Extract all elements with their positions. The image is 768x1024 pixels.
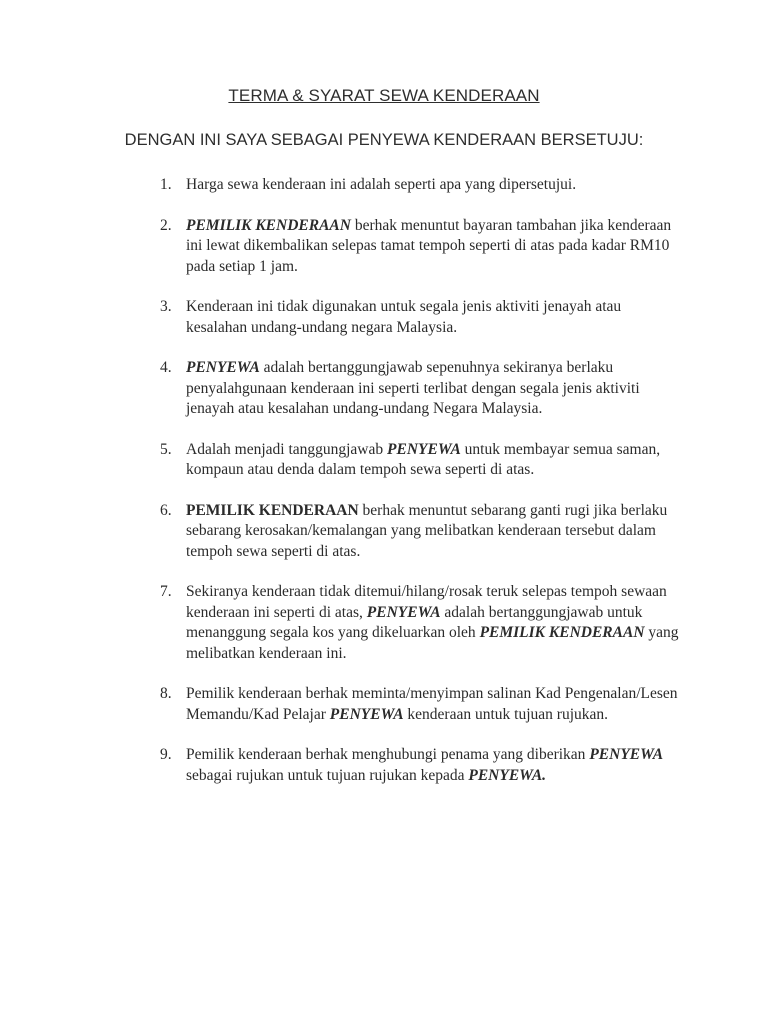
term-number: 4. <box>160 359 172 376</box>
terms-list <box>160 175 680 806</box>
list-item <box>160 440 680 481</box>
term-emphasis: PENYEWA <box>329 705 404 723</box>
term-number: 1. <box>160 176 172 193</box>
term-number: 9. <box>160 746 172 763</box>
list-item <box>160 684 680 725</box>
term-text-segment: Kenderaan ini tidak digunakan untuk segala jenis aktiviti jenayah atau kesalahan undang-undang negara Malaysia. <box>186 298 622 336</box>
term-text <box>186 502 667 560</box>
list-item <box>160 501 680 563</box>
term-emphasis: PENYEWA <box>589 746 664 763</box>
term-number: 6. <box>160 501 172 519</box>
term-text-segment: yang melibatkan kenderaan ini. <box>186 624 679 662</box>
term-number: 7. <box>160 583 172 600</box>
term-text-segment: adalah bertanggungjawab untuk menanggung segala kos yang dikeluarkan oleh <box>186 603 643 641</box>
term-number: 2. <box>160 216 172 234</box>
term-number: 5. <box>160 440 172 458</box>
term-text-segment: berhak menuntut sebarang ganti rugi jika berlaku sebarang kerosakan/kemalangan yang melibatkan kenderaan tersebut dalam tempoh sewa seperti di atas. <box>186 501 668 560</box>
document-subtitle: DENGAN INI SAYA SEBAGAI PENYEWA KENDERAAN BERSETUJU: <box>124 131 644 149</box>
term-number: 3. <box>160 298 172 315</box>
term-text <box>186 298 621 336</box>
term-text-segment: kenderaan untuk tujuan rujukan. <box>403 705 608 723</box>
term-text-segment: Pemilik kenderaan berhak menghubungi penama yang diberikan <box>186 746 590 763</box>
term-text-segment: sebagai rujukan untuk tujuan rujukan kepada <box>186 766 469 784</box>
list-item <box>160 216 680 278</box>
list-item <box>160 175 680 196</box>
term-number: 8. <box>160 685 172 702</box>
term-text <box>186 176 576 193</box>
list-item <box>160 297 680 338</box>
term-emphasis: PENYEWA <box>186 359 260 376</box>
document-title: TERMA & SYARAT SEWA KENDERAAN <box>228 86 540 105</box>
list-item <box>160 745 680 786</box>
term-text <box>186 685 678 723</box>
term-emphasis: PENYEWA <box>366 603 441 621</box>
term-emphasis: PENYEWA. <box>468 766 547 784</box>
term-emphasis: PEMILIK KENDERAAN <box>186 501 359 519</box>
term-text <box>186 583 679 662</box>
term-text-segment: Sekiranya kenderaan tidak ditemui/hilang/rosak teruk selepas tempoh sewaan kenderaan ini seperti di atas, <box>186 583 667 621</box>
term-emphasis: PENYEWA <box>387 440 461 458</box>
list-item <box>160 358 680 420</box>
term-text-segment: untuk membayar semua saman, kompaun atau denda dalam tempoh sewa seperti di atas. <box>186 440 661 478</box>
term-text <box>186 217 671 275</box>
term-text-segment: adalah bertanggungjawab sepenuhnya sekiranya berlaku penyalahgunaan kenderaan ini seperti terlibat dengan segala jenis aktiviti jenayah atau kesalahan undang-undang Negara Malaysia. <box>186 359 640 417</box>
term-text-segment: Harga sewa kenderaan ini adalah seperti apa yang dipersetujui. <box>186 176 577 193</box>
term-emphasis: PEMILIK KENDERAAN <box>186 216 351 234</box>
term-text-segment: berhak menuntut bayaran tambahan jika kenderaan ini lewat dikembalikan selepas tamat tempoh seperti di atas pada kadar RM10 pada setiap 1 jam. <box>186 216 672 275</box>
list-item <box>160 582 680 664</box>
term-emphasis: PEMILIK KENDERAAN <box>479 624 645 641</box>
term-text <box>186 746 663 784</box>
term-text <box>186 441 660 479</box>
term-text-segment: Adalah menjadi tanggungjawab <box>186 440 388 458</box>
term-text-segment: Pemilik kenderaan berhak meminta/menyimpan salinan Kad Pengenalan/Lesen Memandu/Kad Pelajar <box>186 685 678 723</box>
term-text <box>186 359 640 417</box>
